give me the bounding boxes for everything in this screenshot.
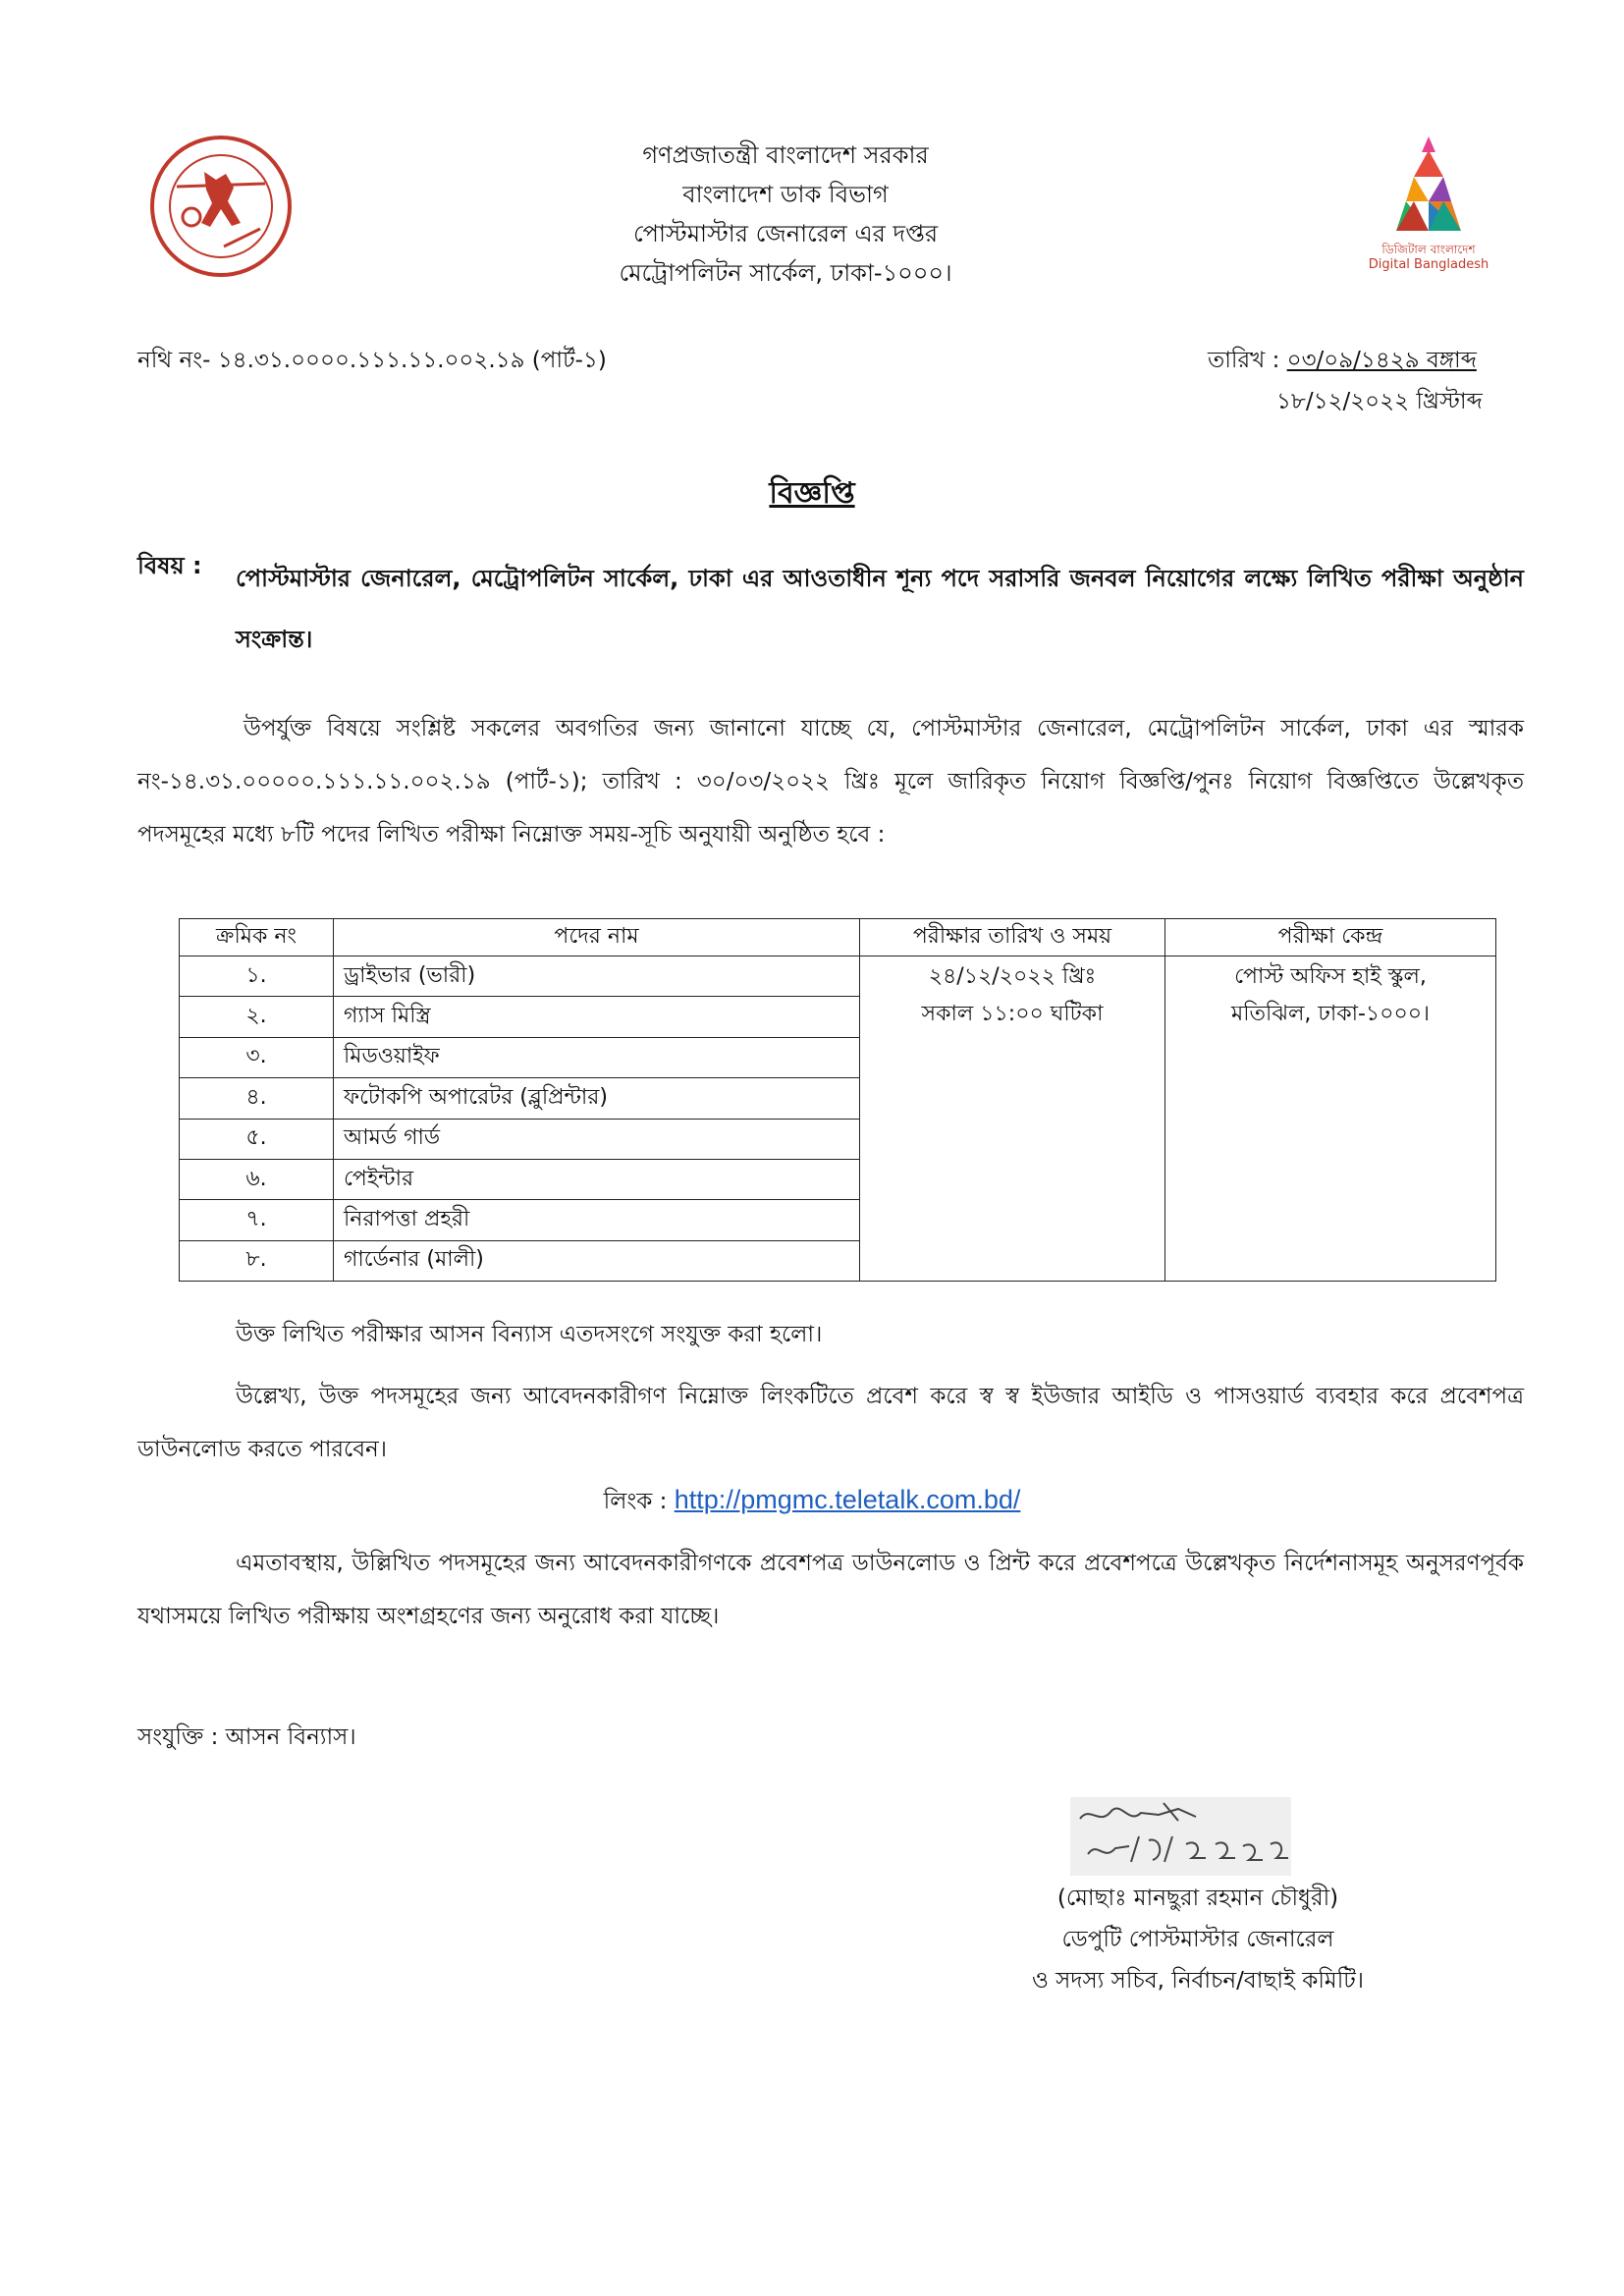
exam-centre-line2: মতিঝিল, ঢাকা-১০০০।	[1231, 1002, 1430, 1026]
memo-date-bangla	[1208, 342, 1477, 380]
digital-bangladesh-caption-en: Digital Bangladesh	[1368, 257, 1489, 272]
subject-text: পোস্টমাস্টার জেনারেল, মেট্রোপলিটন সার্কেল, ঢাকা এর আওতাধীন শূন্য পদে সরাসরি জনবল নিয়োগের লক্ষ্যে লিখিত পরীক্ষা অনুষ্ঠান সংক্রান্ত।	[236, 565, 1524, 653]
paragraph-request: এমতাবস্থায়, উল্লিখিত পদসমূহের জন্য আবেদনকারীগণকে প্রবেশপত্র ডাউনলোড ও প্রিন্ট করে প্রবেশপত্রে উল্লেখকৃত নির্দেশনাসমূহ অনুসরণপূর্বক যথাসময়ে লিখিত পরীক্ষায় অংশগ্রহণের জন্য অনুরোধ করা যাচ্ছে।	[137, 1551, 1524, 1629]
exam-time: সকাল ১১:০০ ঘটিকা	[921, 1002, 1104, 1026]
exam-centre	[1165, 957, 1496, 1282]
table-row	[180, 957, 1496, 997]
handwritten-signature	[1070, 1797, 1291, 1876]
header-date: পরীক্ষার তারিখ ও সময়	[860, 919, 1165, 957]
attachment-note: সংযুক্তি : আসন বিন্যাস।	[137, 1724, 356, 1750]
subject-label: বিষয় :	[137, 552, 202, 579]
bangladesh-post-logo	[147, 133, 295, 280]
exam-date: ২৪/১২/২০২২ খ্রিঃ	[928, 964, 1097, 989]
date-bangla-value: ০৩/০৯/১৪২৯ বঙ্গাব্দ	[1286, 348, 1477, 373]
row-serial: ৮.	[180, 1240, 334, 1281]
row-serial: ৫.	[180, 1119, 334, 1159]
row-serial: ৪.	[180, 1078, 334, 1119]
office-header	[491, 136, 1080, 293]
date-label: তারিখ :	[1208, 348, 1280, 373]
signatory-designation: ডেপুটি পোস্টমাস্টার জেনারেল	[1061, 1927, 1334, 1952]
memo-number: নথি নং- ১৪.৩১.০০০০.১১১.১১.০০২.১৯ (পার্ট-১)	[137, 348, 607, 373]
paragraph-seat-plan: উক্ত লিখিত পরীক্ষার আসন বিন্যাস এতদসংগে সংযুক্ত করা হলো।	[236, 1322, 823, 1347]
row-serial: ৩.	[180, 1037, 334, 1077]
digital-bangladesh-caption-bn: ডিজিটাল বাংলাদেশ	[1381, 243, 1476, 256]
row-post: মিডওয়াইফ	[334, 1037, 860, 1077]
header-line-department: বাংলাদেশ ডাক বিভাগ	[682, 181, 889, 208]
exam-centre-line1: পোস্ট অফিস হাই স্কুল,	[1234, 964, 1427, 989]
paragraph-intro: উপর্যুক্ত বিষয়ে সংশ্লিষ্ট সকলের অবগতির জন্য জানানো যাচ্ছে যে, পোস্টমাস্টার জেনারেল, মেট্রোপলিটন সার্কেল, ঢাকা এর স্মারক নং-১৪.৩১.০০০০০.১১১.১১.০০২.১৯ (পার্ট-১); তারিখ : ৩০/০৩/২০২২ খ্রিঃ মূলে জারিকৃত নিয়োগ বিজ্ঞপ্তি/পুনঃ নিয়োগ বিজ্ঞপ্তিতে উল্লেখকৃত পদসমূহের মধ্যে ৮টি পদের লিখিত পরীক্ষা নিম্নোক্ত সময়-সূচি অনুযায়ী অনুষ্ঠিত হবে :	[137, 716, 1524, 847]
paragraph-admit-card: উল্লেখ্য, উক্ত পদসমূহের জন্য আবেদনকারীগণ নিম্নোক্ত লিংকটিতে প্রবেশ করে স্ব স্ব ইউজার আইডি ও পাসওয়ার্ড ব্যবহার করে প্রবেশপত্র ডাউনলোড করতে পারবেন।	[137, 1384, 1524, 1462]
header-serial: ক্রমিক নং	[180, 919, 334, 957]
row-post: ড্রাইভার (ভারী)	[334, 957, 860, 997]
exam-date-time	[860, 957, 1165, 1282]
row-serial: ৬.	[180, 1159, 334, 1199]
notice-title	[0, 469, 1624, 519]
link-label: লিংক :	[603, 1489, 668, 1514]
link-line	[0, 1483, 1624, 1521]
row-post: নিরাপত্তা প্রহরী	[334, 1200, 860, 1240]
row-post: গার্ডেনার (মালী)	[334, 1240, 860, 1281]
row-post: গ্যাস মিস্ত্রি	[334, 997, 860, 1037]
row-post: আমর্ড গার্ড	[334, 1119, 860, 1159]
row-post: ফটোকপি অপারেটর (ব্লুপ্রিন্টার)	[334, 1078, 860, 1119]
header-line-government: গণপ্রজাতন্ত্রী বাংলাদেশ সরকার	[642, 141, 929, 169]
teletalk-link[interactable]: http://pmgmc.teletalk.com.bd/	[674, 1485, 1021, 1514]
table-header-row	[180, 919, 1496, 957]
memo-date-gregorian: ১৮/১২/২০২২ খ্রিস্টাব্দ	[1276, 389, 1483, 414]
header-post: পদের নাম	[334, 919, 860, 957]
header-centre: পরীক্ষা কেন্দ্র	[1165, 919, 1496, 957]
exam-schedule-table	[179, 918, 1496, 1282]
header-line-office: পোস্টমাস্টার জেনারেল এর দপ্তর	[632, 220, 939, 247]
header-line-circle: মেট্রোপলিটন সার্কেল, ঢাকা-১০০০।	[619, 259, 952, 287]
notice-title-text: বিজ্ঞপ্তি	[769, 476, 855, 511]
row-serial: ২.	[180, 997, 334, 1037]
signatory-name: (মোছাঃ মানছুরা রহমান চৌধুরী)	[1056, 1886, 1339, 1911]
signature-block	[943, 1878, 1453, 2001]
row-post: পেইন্টার	[334, 1159, 860, 1199]
row-serial: ৭.	[180, 1200, 334, 1240]
signatory-role: ও সদস্য সচিব, নির্বাচন/বাছাই কমিটি।	[1031, 1968, 1365, 1994]
row-serial: ১.	[180, 957, 334, 997]
